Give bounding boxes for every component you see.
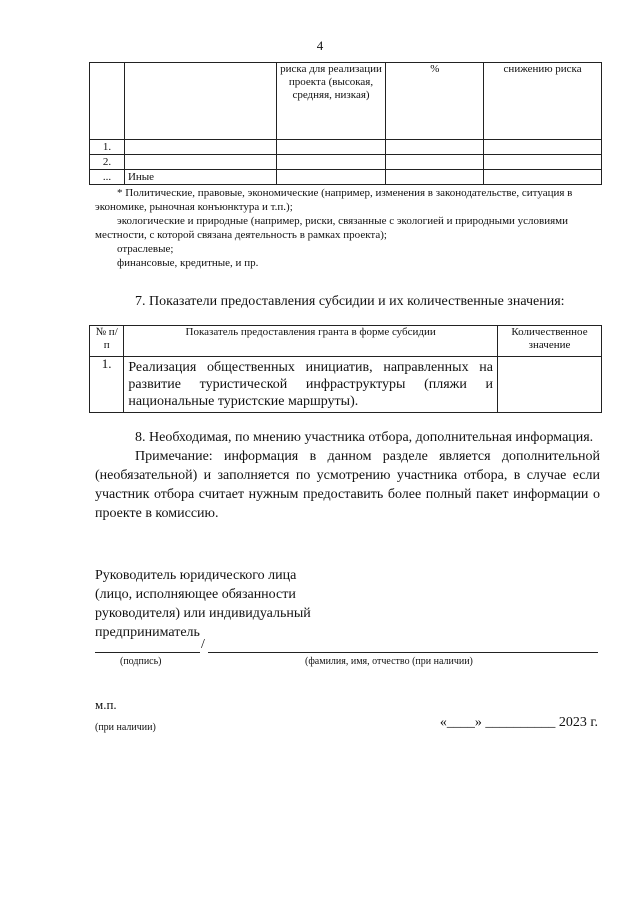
name-line xyxy=(208,652,598,653)
signature-line xyxy=(95,652,200,653)
section-8 xyxy=(95,428,600,523)
indicator-text: Реализация общественных инициатив, направленных на развитие туристической инфраструктуры (пляжи и национальные туристские маршруты). xyxy=(124,357,498,413)
table-cell xyxy=(386,170,484,185)
table-cell xyxy=(386,155,484,170)
role-line: предприниматель xyxy=(95,625,200,640)
table-row xyxy=(90,155,602,170)
row-number: 2. xyxy=(90,155,125,170)
signature-role xyxy=(95,566,311,642)
table-cell xyxy=(484,155,602,170)
role-line: руководителя) или индивидуальный xyxy=(95,606,311,621)
table-cell: Иные xyxy=(124,170,276,185)
col-value-header: Количественное значение xyxy=(497,326,601,357)
section-7-title: 7. Показатели предоставления субсидии и их количественные значения: xyxy=(135,294,565,309)
stamp-label: м.п. xyxy=(95,697,117,712)
table-header-cell: % xyxy=(386,63,484,140)
table-header-cell: риска для реализации проекта (высокая, средняя, низкая) xyxy=(276,63,386,140)
date-field: «____» __________ 2023 г. xyxy=(439,715,598,730)
table-row xyxy=(90,357,602,413)
col-indicator-header: Показатель предоставления гранта в форме субсидии xyxy=(124,326,498,357)
table-cell xyxy=(484,170,602,185)
table-row xyxy=(90,170,602,185)
section-8-note: Примечание: информация в данном разделе является дополнительной (необязательной) и заполняется по усмотрению участника отбора, в случае если участник отбора считает нужным предоставить более полный пакет информации о проекте в комиссию. xyxy=(95,449,600,521)
table-cell xyxy=(90,63,125,140)
table-cell xyxy=(386,140,484,155)
note-financial: финансовые, кредитные, и пр. xyxy=(117,257,259,269)
note-ecological: экологические и природные (например, риски, связанные с экологией и природными условиями местности, с которой связана деятельность в рамках проекта); xyxy=(95,215,569,241)
indicator-value xyxy=(497,357,601,413)
table-header-cell: снижению риска xyxy=(484,63,602,140)
table-cell xyxy=(276,155,386,170)
role-line: Руководитель юридического лица xyxy=(95,568,297,583)
col-number-header: № п/п xyxy=(90,326,124,357)
table-row xyxy=(90,326,602,357)
section-8-title: 8. Необходимая, по мнению участника отбора, дополнительная информация. xyxy=(135,430,594,445)
note-political: * Политические, правовые, экономические (например, изменения в законодательстве, ситуация в экономике, рыночная конъюнктура и т.п.); xyxy=(95,187,573,213)
table-cell xyxy=(484,140,602,155)
role-line: (лицо, исполняющее обязанности xyxy=(95,587,296,602)
sign-caption: (подпись) xyxy=(120,656,162,667)
row-number: 1. xyxy=(90,357,124,413)
risk-table xyxy=(89,62,602,185)
row-number: ... xyxy=(90,170,125,185)
stamp-caption: (при наличии) xyxy=(95,722,156,733)
table-cell xyxy=(276,170,386,185)
row-number: 1. xyxy=(90,140,125,155)
table-row xyxy=(90,140,602,155)
name-caption: (фамилия, имя, отчество (при наличии) xyxy=(305,656,473,667)
page-number: 4 xyxy=(316,38,324,53)
risk-notes xyxy=(95,186,600,270)
indicator-table xyxy=(89,325,602,413)
table-cell xyxy=(124,155,276,170)
table-row xyxy=(90,63,602,140)
note-industry: отраслевые; xyxy=(117,243,174,255)
signature-slash: / xyxy=(201,637,205,652)
table-cell xyxy=(276,140,386,155)
table-cell xyxy=(124,63,276,140)
table-cell xyxy=(124,140,276,155)
